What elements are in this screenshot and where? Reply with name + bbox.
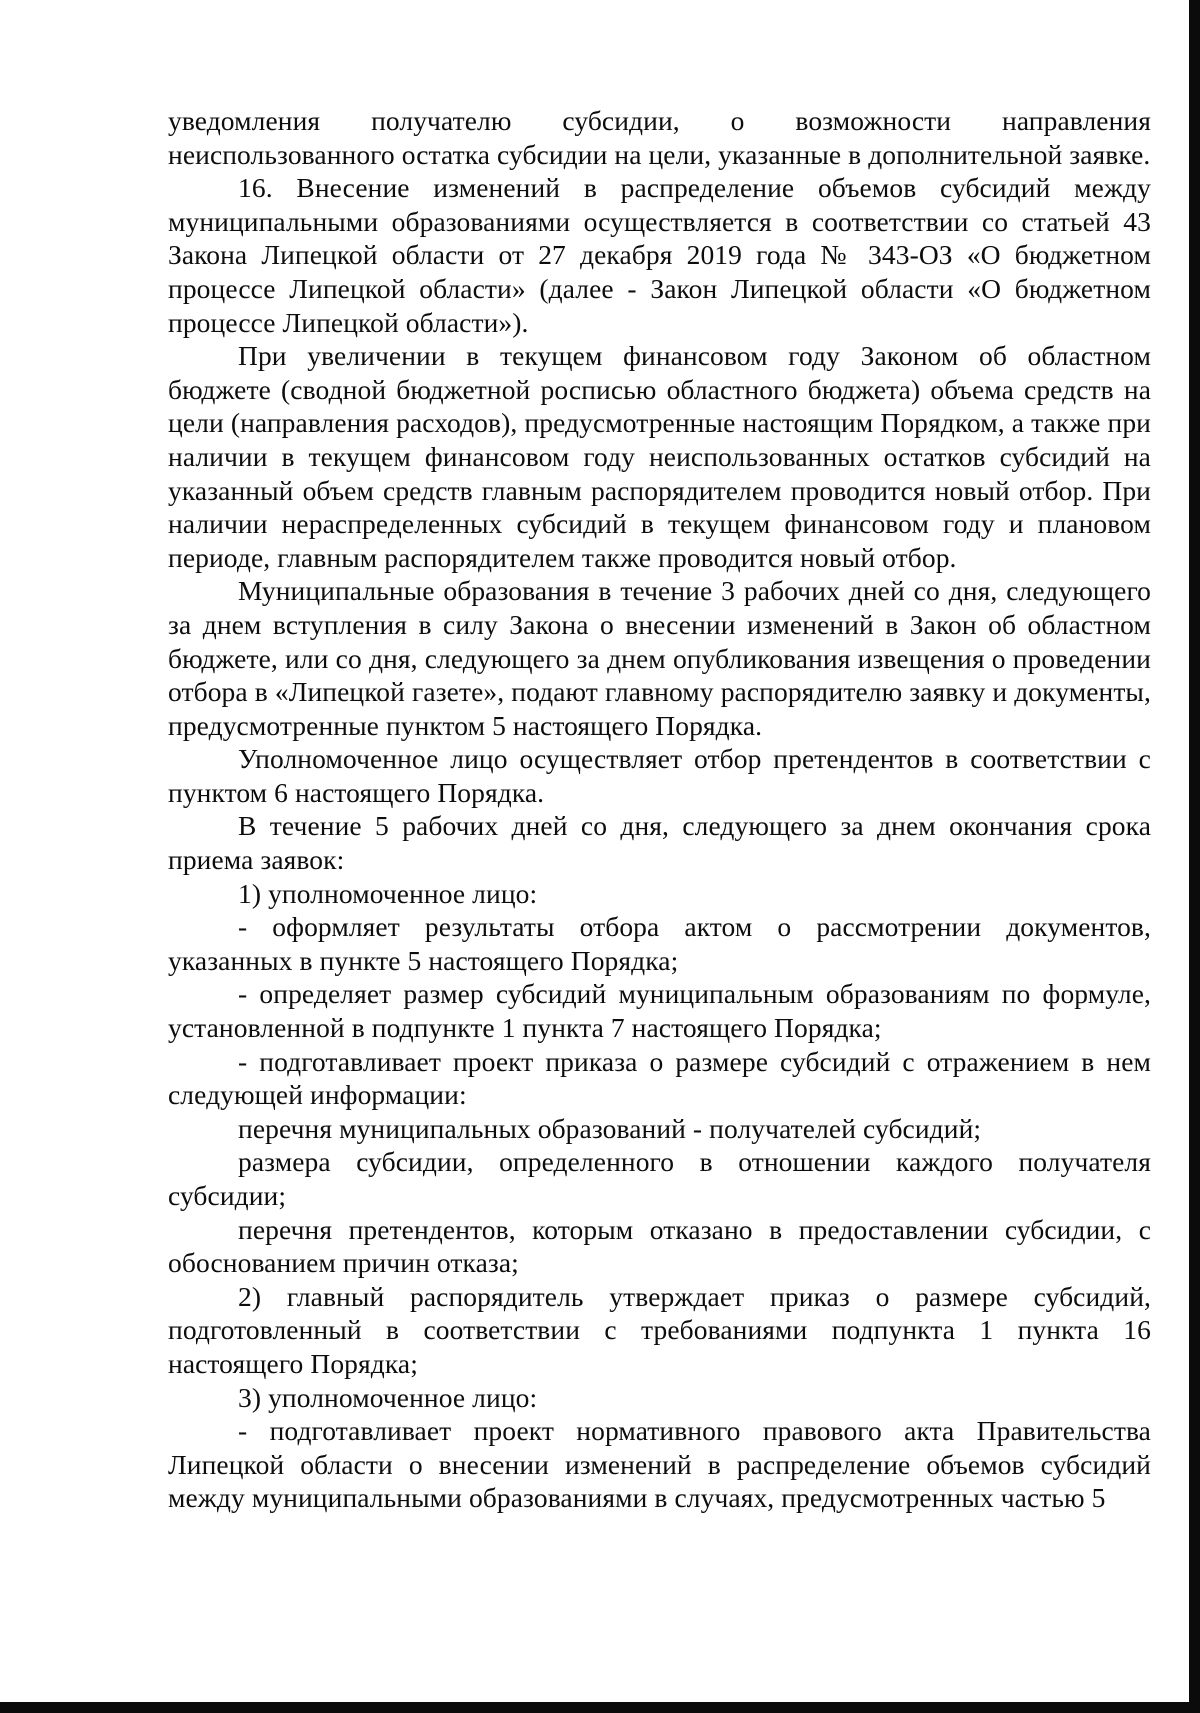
paragraph-dash-formula: - определяет размер субсидий муниципальным образованиям по формуле, установленной в подпункте 1 пункта 7 настоящего Порядка;	[168, 978, 1151, 1044]
paragraph-five-days: В течение 5 рабочих дней со дня, следующего за днем окончания срока приема заявок:	[168, 810, 1151, 876]
paragraph-refused-list: перечня претендентов, которым отказано в предоставлении субсидии, с обоснованием причин отказа;	[168, 1213, 1151, 1279]
paragraph-list-recipients: перечня муниципальных образований - получателей субсидий;	[238, 1112, 982, 1144]
paragraph-subsidy-size: размера субсидии, определенного в отношении каждого получателя субсидии;	[168, 1146, 1151, 1211]
paragraph-municipal-application: Муниципальные образования в течение 3 рабочих дней со дня, следующего за днем вступления в силу Закона о внесении изменений в Закон об областном бюджете, или со дня, следующего за днем опубликования извещения о проведении отбора в «Липецкой газете», подают главному распорядителю заявку и документы, предусмотренные пунктом 5 настоящего Порядка.	[168, 575, 1151, 741]
paragraph-item-16: 16. Внесение изменений в распределение объемов субсидий между муниципальными образованиями осуществляется в соответствии со статьей 43 Закона Липецкой области от 27 декабря 2019 года № 343-ОЗ «О бюджетном процессе Липецкой области» (далее - Закон Липецкой области «О бюджетном процессе Липецкой области»).	[168, 172, 1151, 338]
scan-edge-right	[1189, 0, 1200, 1713]
document-body	[168, 104, 1151, 1515]
scan-edge-bottom	[0, 1702, 1200, 1713]
paragraph-continuation: уведомления получателю субсидии, о возможности направления неиспользованного остатка субсидии на цели, указанные в дополнительной заявке.	[168, 105, 1151, 170]
paragraph-selection-conduct: Уполномоченное лицо осуществляет отбор претендентов в соответствии с пунктом 6 настоящего Порядка.	[168, 743, 1151, 808]
paragraph-subitem-2: 2) главный распорядитель утверждает приказ о размере субсидий, подготовленный в соответствии с требованиями подпункта 1 пункта 16 настоящего Порядка;	[168, 1280, 1151, 1379]
paragraph-new-selection: При увеличении в текущем финансовом году Законом об областном бюджете (сводной бюджетной росписью областного бюджета) объема средств на цели (направления расходов), предусмотренные настоящим Порядком, а также при наличии в текущем финансовом году неиспользованных остатков субсидий на указанный объем средств главным распорядителем проводится новый отбор. При наличии нераспределенных субсидий в текущем финансовом году и плановом периоде, главным распорядителем также проводится новый отбор.	[168, 340, 1151, 573]
paragraph-dash-act: - оформляет результаты отбора актом о рассмотрении документов, указанных в пункте 5 настоящего Порядка;	[168, 911, 1151, 976]
paragraph-dash-normative-act: - подготавливает проект нормативного правового акта Правительства Липецкой области о внесении изменений в распределение объемов субсидий между муниципальными образованиями в случаях, предусмотренных частью 5	[168, 1415, 1151, 1514]
paragraph-subitem-3: 3) уполномоченное лицо:	[238, 1381, 538, 1413]
paragraph-dash-draft-order: - подготавливает проект приказа о размере субсидий с отражением в нем следующей информации:	[168, 1045, 1151, 1111]
paragraph-subitem-1: 1) уполномоченное лицо:	[238, 877, 538, 909]
